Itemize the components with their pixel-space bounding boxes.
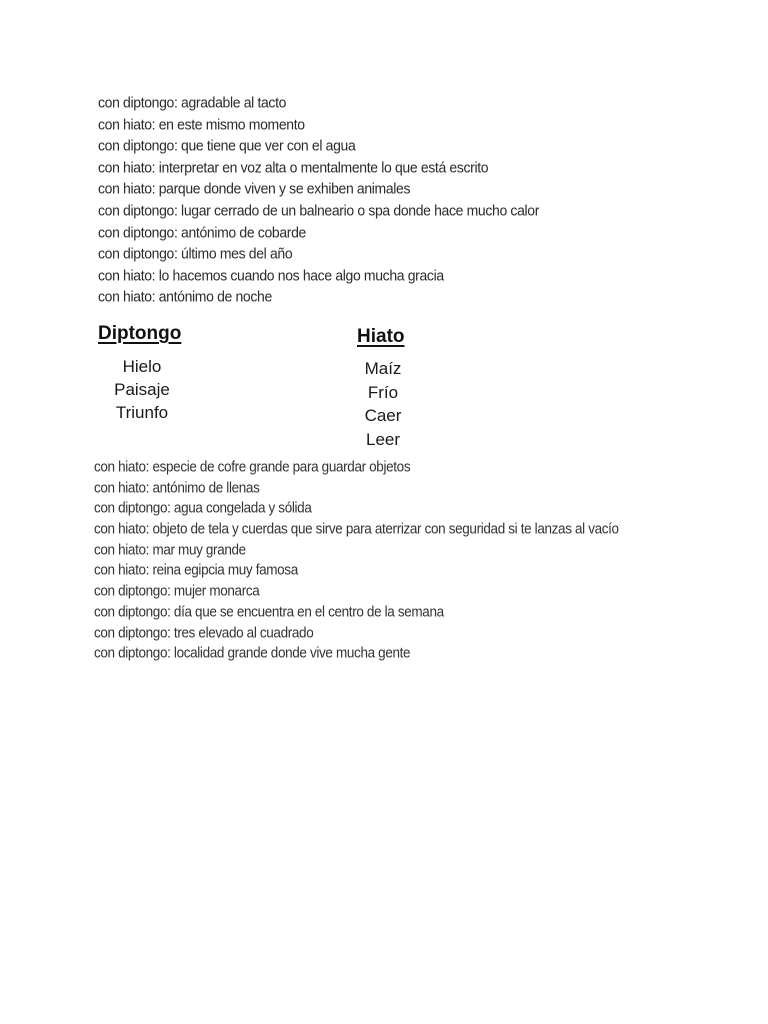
clue-item: con diptongo: agradable al tacto	[98, 93, 287, 111]
clue-item: con diptongo: tres elevado al cuadrado	[94, 623, 314, 641]
clue-item: con diptongo: que tiene que ver con el agua	[98, 136, 356, 154]
clue-item: con hiato: objeto de tela y cuerdas que sirve para aterrizar con seguridad si te lanzas al vacío	[94, 520, 619, 537]
clue-item: con diptongo: último mes del año	[98, 244, 293, 262]
diptongo-word: Triunfo	[115, 403, 169, 422]
diptongo-word: Hielo	[122, 357, 162, 376]
clue-item: con diptongo: día que se encuentra en el centro de la semana	[94, 603, 444, 620]
clue-item: con hiato: reina egipcia muy famosa	[94, 561, 298, 578]
clue-item: con hiato: especie de cofre grande para guardar objetos	[94, 458, 411, 475]
clue-item: con hiato: interpretar en voz alta o mentalmente lo que está escrito	[98, 158, 489, 176]
clue-item: con diptongo: antónimo de cobarde	[98, 222, 306, 241]
hiato-word: Frío	[367, 382, 399, 402]
clue-item: con hiato: antónimo de noche	[98, 287, 272, 305]
clue-item: con hiato: lo hacemos cuando nos hace algo mucha gracia	[98, 266, 444, 284]
hiato-word: Leer	[365, 429, 401, 449]
clue-item: con diptongo: agua congelada y sólida	[94, 499, 312, 516]
hiato-heading: Hiato	[357, 326, 405, 347]
clue-item: con hiato: parque donde viven y se exhiben animales	[98, 179, 411, 197]
clue-item: con diptongo: mujer monarca	[94, 582, 260, 599]
hiato-word: Caer	[364, 406, 402, 425]
clue-item: con hiato: mar muy grande	[94, 541, 246, 558]
diptongo-word-list	[112, 355, 172, 424]
diptongo-heading: Diptongo	[98, 323, 182, 344]
clue-item: con hiato: antónimo de llenas	[94, 479, 260, 496]
clue-item: con hiato: en este mismo momento	[98, 114, 305, 133]
hiato-word-list	[356, 357, 410, 451]
clue-item: con diptongo: localidad grande donde vive mucha gente	[94, 644, 411, 661]
bottom-clue-list	[94, 457, 619, 664]
hiato-word: Maíz	[364, 359, 402, 378]
top-clue-list	[98, 92, 539, 308]
clue-item: con diptongo: lugar cerrado de un balneario o spa donde hace mucho calor	[98, 201, 540, 219]
diptongo-word: Paisaje	[114, 380, 170, 399]
